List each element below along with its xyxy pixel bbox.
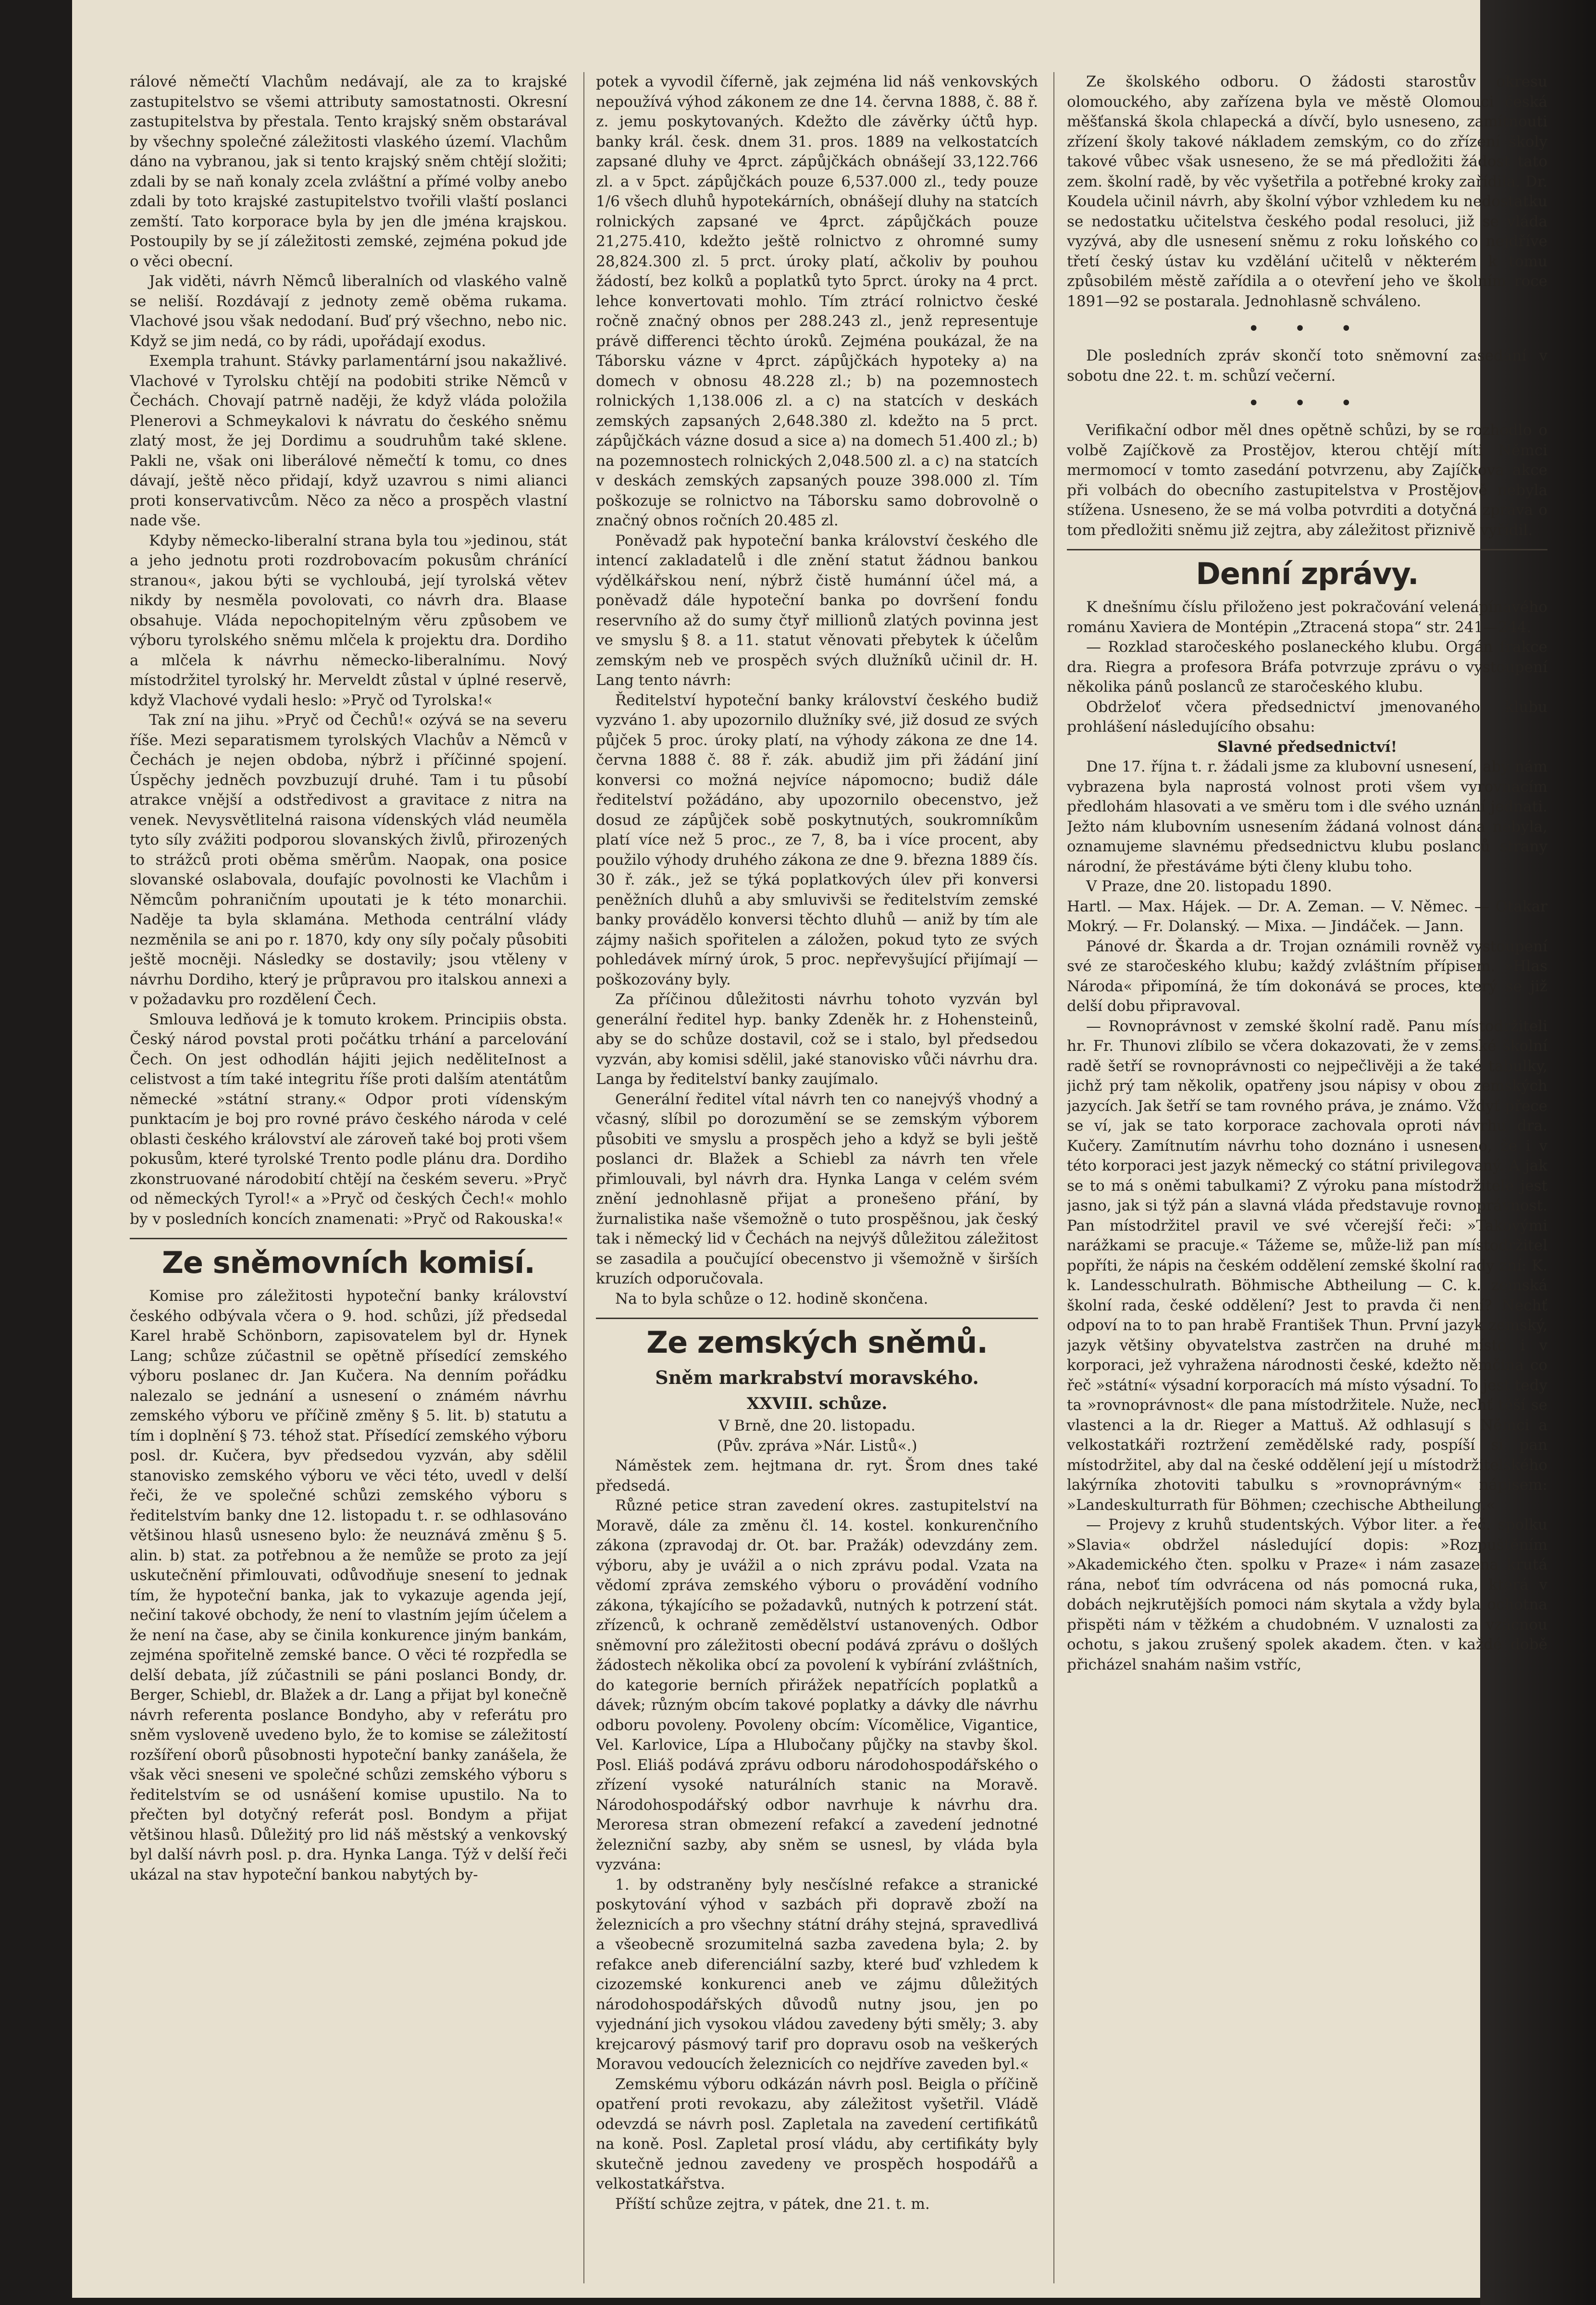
paragraph: Zemskému výboru odkázán návrh posl. Beigla o příčině opatření proti revokazu, aby záležitost vyšetřil. Vládě odevzdá se návrh posl. Zapletala na zavedení certifikátů na koně. Posl. Zapletal prosí vládu, aby certifikáty byly skutečně jednou zavedeny ve prospěch hospodářů a velkostatkářstva. [596, 2075, 1038, 2193]
paragraph: Jak viděti, návrh Němců liberalních od vlaského valně se neliší. Rozdávají z jednoty země oběma rukama. Vlachové jsou však nedodaní. Buď prý všechno, nebo nic. Když se jim nedá, co by rádi, upořádají exodus. [130, 273, 567, 350]
paragraph: Na to byla schůze o 12. hodině skončena. [615, 1290, 928, 1308]
separator-dots: • • • [1248, 392, 1367, 414]
paragraph: Různé petice stran zavedení okres. zastupitelství na Moravě, dále za změnu čl. 14. kostel. konkurenčního zákona (zpravodaj dr. Ot. bar. Pražák) odevzdány zem. výboru, aby je uvážil a o nich zprávu podal. Vzata na vědomí zpráva zemského výboru o provádění vodního zákona, týkajícího se požadavků, nutných k potrzení stát. zřízenců, k ochraně zemědělství ustanovených. Odbor sněmovní pro záležitosti obecní podává zprávu o došlých žádostech několika obcí za povolení k vybírání zvláštních, do kategorie berních přirážek nepatřících poplatků a dávek; různým obcím takové poplatky a dávky dle návrhu odboru povoleny. Povoleny obcím: Vícomělice, Vigantice, Vel. Karlovice, Lípa a Hlubočany půjčky na stavby škol. Posl. Eliáš podává zprávu odboru národohospodářského o zřízení vysoké naturálních stanic na Moravě. Národohospodářský odbor navrhuje k návrhu dra. Meroresa stran obmezení refakcí a zavedení jednotné železniční sazby, aby sněm se usnesl, by vláda byla vyzvána: [596, 1497, 1038, 1873]
paragraph: Pánové dr. Škarda a dr. Trojan oznámili rovněž vystoupení své ze staročeského klubu; každý zvláštním přípisem. »Hlas Národa« připomíná, že tím dokonává se proces, který se již delší dobu připravoval. [1067, 937, 1547, 1015]
paragraph: 1. by odstraněny byly nesčíslné refakce a stranické poskytování výhod v sazbách při dopravě zboží na železnicích a pro všechny státní dráhy stejná, spravedlivá a všeobecně srozumitelná sazba zavedena byla; 2. by refakce aneb diferenciální sazby, které buď vzhledem k cizozemské konkurenci aneb ve zájmu důležitých národohospodářských důvodů nutny jsou, jen po vyjednání jich vysokou vládou zavedeny býti směly; 3. aby krejcarový pásmový tarif pro dopravu osob na veškerých Moravou vedoucích železnicích co nejdříve zaveden byl.« [596, 1876, 1038, 2073]
section-heading: Ze zemských sněmů. [596, 1318, 1038, 1361]
dateline: V Brně, dne 20. listopadu. [718, 1417, 916, 1434]
column-middle [596, 72, 1038, 2288]
paragraph: — Projevy z kruhů studentských. Výbor liter. a řeč. spolku »Slavia« obdržel následující dopis: »Rozpuštěním »Akademického čten. spolku v Praze« i nám zasazena krutá rána, neboť tím odvrácena od nás pomocná ruka, která v dobách nejkrutějších pomoci nám skytala a vždy byla ochotna přispěti nám v těžkém a chudobném. V uznalosti za vzácnou ochotu, s jakou zrušený spolek akadem. čten. v každé době přicházel snahám našim vstříc, [1067, 1516, 1547, 1673]
subheading: Sněm markrabství moravského. [655, 1367, 979, 1388]
paragraph: Generální ředitel vítal návrh ten co nanejvýš vhodný a včasný, slíbil po dorozumění se se zemským výborem působiti ve smyslu a prospěch jeho a když se byli ještě poslanci dr. Blažek a Schiebl za návrh ten vřele přimlouvali, byl návrh dra. Hynka Langa v celém svém znění jednohlasně přijat a pronešeno přání, by žurnalistika naše všemožně o tuto prospěšnou, jak český tak i německý lid v Čechách na nejvýš důležitou záležitost se zasadila a poučující obecenstvo ji všemožně v širších kruzích odporučovala. [596, 1090, 1038, 1287]
place-date: V Praze, dne 20. listopadu 1890. [1086, 878, 1332, 895]
paragraph: Dle posledních zpráv skončí toto sněmovní zasedání v sobotu dne 22. t. m. schůzí večerní. [1067, 347, 1547, 385]
paragraph: Dne 17. října t. r. žádali jsme za klubovní usnesení, aby nám vybrazena byla naprostá volnost proti všem vyrovnacím předlohám hlasovati a ve směru tom i dle svého uznání jednati. Ježto nám klubovním usnesením žádaná volnost dána nebyla, oznamujeme slavnému předsednictvu klubu poslanců strany národní, že přestáváme býti členy klubu toho. [1067, 758, 1547, 875]
paragraph: Za příčinou důležitosti návrhu tohoto vyzván byl generální ředitel hyp. banky Zdeněk hr. z Hohensteinů, aby se do schůze dostavil, což se i stalo, byl předsedou vyzván, aby komisi sdělil, jaké stanovisko vůči návrhu dra. Langa by ředitelství banky zaujímalo. [596, 991, 1038, 1088]
paragraph: — Rozklad staročeského poslaneckého klubu. Orgán frakce dra. Riegra a profesora Bráfa potvrzuje zprávu o vystoupení několika pánů poslanců ze staročeského klubu. [1067, 638, 1547, 696]
paragraph: Příští schůze zejtra, v pátek, dne 21. t. m. [615, 2195, 930, 2213]
paragraph: Komise pro záležitosti hypoteční banky království českého odbývala včera o 9. hod. schůzi, jíž předsedal Karel hrabě Schönborn, zapisovatelem byl dr. Hynek Lang; schůze zúčastnil se opětně přísedící zemského výboru poslanec dr. Jan Kučera. Na denním pořádku nalezalo se jednání a usnesení o známém návrhu zemského výboru ve příčině změny § 5. lit. b) statutu a tím i doplnění § 73. téhož stat. Přísedící zemského výboru posl. dr. Kučera, byv předsedou vyzván, aby sdělil stanovisko zemského výboru ve věci této, uvedl v delší řeči, že ve společné schůzi zemského výboru s ředitelstvím banky dne 12. listopadu t. r. se odhlasováno většinou hlasů usneseno bylo: že neuznává změnu § 5. alin. b) stat. za potřebnou a že nemůže se proto za její uskutečnění přimlouvati, odůvodňuje snesení to jednak tím, že hypoteční banka, jak to vykazuje agenda její, nečiní takové obchody, že není to vlastním jejím účelem a že není na čase, aby se činila konkurence jiným bankám, zejména spořitelně zemské bance. O věci té rozpředla se delší debata, jíž zúčastnili se páni poslanci Bondy, dr. Berger, Schiebl, dr. Blažek a dr. Lang a přijat byl konečně návrh referenta poslance Bondyho, aby v referátu pro sněm vysloveně uvedeno bylo, že to komise se záležitostí rozšíření oborů působnosti hypoteční banky zanášela, že však věci sneseni ve společné schůzi zemského výboru s ředitelstvím se od usnášení komise upustilo. Na to přečten byl dotyčný referát posl. Bondym a přijat většinou hlasů. Důležitý pro lid náš městský a venkovský byl další návrh posl. p. dra. Hynka Langa. Týž v delší řeči ukázal na stav hypoteční bankou nabytých by- [130, 1287, 567, 1883]
paragraph: Ředitelství hypoteční banky království českého budiž vyzváno 1. aby upozornilo dlužníky své, již dosud ze svých půjček 5 proc. úroky platí, na výhody zákona ze dne 14. června 1888 č. 88 ř. zák. abudiž jim při žádání jiní konversi co možná nejvíce nápomocno; budiž dále ředitelství požádáno, aby upozornilo obecenstvo, jež dosud ze zápůjček sobě poskytnutých, soukromníkům platí více než 5 proc., ze 7, 8, ba i více procent, aby použilo výhody druhého zákona ze dne 9. března 1889 čís. 30 ř. zák., jež se týká poplatkových úlev při konversi peněžních dluhů a aby smluvivši se ředitelstvím zemské banky provádělo konversi těchto dluhů — aniž by tím ale zájmy našich spořitelen a záložen, pokud tyto ze svých pohledávek mírný úrok, 5 proc. nepřevyšující přijímají — poškozovány byly. [596, 691, 1038, 988]
paragraph: Tak zní na jihu. »Pryč od Čechů!« ozývá se na severu říše. Mezi separatismem tyrolských Vlachův a Němců v Čechách je nejen obdoba, nýbrž i příčinné spojení. Úspěchy jedněch povzbuzují druhé. Tam i tu působí atrakce vnější a odstředivost a gravitace z nitra na venek. Nevysvětlitelná raisona vídenských vlád neuměla tyto síly zvážiti podporou slovanských živlů, přirozených to strážců proti oběma směrům. Naopak, ona posice slovanské oslabovala, doufajíc povolnosti ke Vlachům i Němcům pohraničním upoutati je k této monarchii. Naděje ta byla sklamána. Methoda centrální vlády nezměnila se ani po r. 1870, kdy ony síly počaly působiti ještě mocněji. Následky se dostavily; jsou vtěleny v návrhu Dordiho, který je průpravou pro italskou annexi a v požadavku pro rozdělení Čech. [130, 711, 567, 1008]
paragraph: Náměstek zem. hejtmana dr. ryt. Šrom dnes také předsedá. [596, 1457, 1038, 1495]
paragraph: K dnešnímu číslu přiloženo jest pokračování velenápínavého románu Xaviera de Montépin „Ztracená stopa“ str. 241—244. [1067, 598, 1547, 636]
paragraph: rálové němečtí Vlachům nedávají, ale za to krajské zastupitelstvo se všemi attributy samostatnosti. Okresní zastupitelstva by přestala. Tento krajský sněm obstarával by všechny společné záležitosti vlaského území. Vlachům dáno na vybranou, jak si tento krajský sněm chtějí složiti; zdali by se naň konaly zcela zvláštní a přímé volby anebo zdali by toto krajské zastupitelstvo tvořili vlaští poslanci zemští. Tato korporace byla by jen dle jména krajskou. Postoupily by se jí záležitosti zemské, zejména pokud jde o věci obecní. [130, 73, 567, 270]
separator-dots: • • • [1248, 318, 1367, 340]
column-right [1067, 72, 1547, 2288]
paragraph: potek a vyvodil číferně, jak zejména lid náš venkovských nepoužívá výhod zákonem ze dne 14. června 1888, č. 88 ř. z. jemu poskytovaných. Kdežto dle závěrky účtů hyp. banky král. česk. dnem 31. pros. 1889 na velkostatcích zapsané dluhy ve 4prct. zápůjčkách obnášejí 33,122.766 zl. a v 5pct. zápůjčkách pouze 6,537.000 zl., tedy pouze 1/6 všech dluhů hypotekárních, obnášejí dluhy na statcích rolnických zapsané ve 4prct. zápůjčkách pouze 21,275.410, kdežto ještě rolnictvo z ohromné sumy 28,824.300 zl. 5 prct. úroky platí, ačkoliv by pouhou žádostí, bez kolků a poplatků tyto 5prct. úroky na 4 prct. lehce konvertovati mohlo. Tím ztrácí rolnictvo české ročně značný obnos per 288.243 zl., jenž representuje právě differenci těchto úroků. Zejména poukázal, že na Táborsku vázne v 4prct. zápůjčkách hypoteky a) na domech v obnosu 48.228 zl.; b) na pozemnostech rolnických 1,138.006 zl. a c) na statcích v deskách zemských zapsaných 2,648.380 zl. kdežto na 5 prct. zápůjčkách vázne dosud a sice a) na domech 51.400 zl.; b) na pozemnostech rolnických 2,048.500 zl. a c) na statcích v deskách zemských zapsaných pouze 398.000 zl. Tím poškozuje se rolnictvo na Táborsku samo dobrovolně o značný obnos ročních 20.485 zl. [596, 73, 1038, 529]
paragraph: Kdyby německo-liberalní strana byla tou »jedinou, stát a jeho jednotu proti rozdrobovacím pokusům chránící stranou«, jakou býti se vychloubá, její tyrolská větev nikdy by nesměla povolovati, co návrh dra. Blaase obsahuje. Vláda nepochopitelným věru způsobem ve výboru tyrolského sněmu mlčela k projektu dra. Dordiho a mlčela k návrhu německo-liberalnímu. Nový místodržitel tyrolský hr. Merveldt zůstal v úplné reservě, když Vlachové vydali heslo: »Pryč od Tyrolska!« [130, 532, 567, 709]
paragraph: Ze školského odboru. O žádosti starostův okresu olomouckého, aby zařízena byla ve městě Olomouci česká měšťanská škola chlapecká a dívčí, bylo usneseno, zamítnouti zřízení školy takové nákladem zemským, co do zřízení školy takové vůbec však usneseno, že se má předložiti žádost tato zem. školní radě, by věc vyšetřila a potřebné kroky zařídila. Dr. Koudela učinil návrh, aby školní výbor vzhledem ku nedostatku se nedostatku učitelstva českého podal resoluci, již se vláda vyzývá, aby dle usnesení sněmu z roku loňského co nejdříve třetí český ústav ku vzdělání učitelů v některém k tomu způsobilém městě zařídila a o otevření jeho ve školním roce 1891—92 se postarala. Jednohlasně schváleno. [1067, 73, 1547, 310]
column-left [130, 72, 567, 2288]
column-rule [583, 72, 584, 2283]
source-note: (Pův. zpráva »Nár. Listů«.) [717, 1437, 917, 1455]
signatures: Hartl. — Max. Hájek. — Dr. A. Zeman. — V. Němec. — Otakar Mokrý. — Fr. Dolanský. — Mixa. — Jindáček. — Jann. [1067, 897, 1547, 935]
column-rule [1053, 72, 1054, 2283]
session-number: XXVIII. schůze. [746, 1394, 888, 1413]
paragraph: — Rovnoprávnost v zemské školní radě. Panu místodržiteli hr. Fr. Thunovi zlíbilo se včera dokazovati, že v zemské školní radě šetří se rovnoprávnosti co nejpečlivěji a že také tabulky, jichž prý tam několik, opatřeny jsou nápisy v obou zemských jazycích. Jak šetří se tam rovného práva, je známo. Vždyť přece se ví, jak se tato korporace zachovala oproti návrhu dra. Kučery. Zamítnutím návrhu toho doznáno i usneseno, že i v této korporaci jest jazyk německý co státní privilegovaný. A jak se to má s oněmi tabulkami? Z výroku pana místodržitele jest jasno, jak si týž pán a slavná vláda představuje rovnoprávnost. Pan místodržitel pravil ve své včerejší řeči: »Takovými narážkami se pracuje.« Tážeme se, může-liž pan místodržitel popříti, že nápis na českém oddělení zemské školní rady zní: K. k. Landesschulrath. Böhmische Abtheilung — C. k. zemská školní rada, české oddělení? Jest to pravda či není? Nechť odpoví na to to pan hrabě František Thun. První jazyk zemský, jazyk většiny obyvatelstva zastrčen na druhé místo i v korporaci, jež vyhražena národnosti české, kdežto němčina co řeč »státní« výsadní korporacích má místo výsadní. To jest tedy ta »rovnoprávnost« dle pana místodržitele. Nuže, nechť těší se vlastenci a la dr. Rieger a Mattuš. Až odhlasují s Němci a velkostatkáři roztržení zemědělské rady, pospíší si pan místodržitel, aby dal na české oddělení její u místodržitelského lakýrníka zhotoviti tabulku s »rovnoprávným« nápisem: »Landeskulturrath für Böhmen; czechische Abtheilung.« [1067, 1017, 1547, 1514]
paragraph: Exempla trahunt. Stávky parlamentární jsou nakažlivé. Vlachové v Tyrolsku chtějí na podobiti strike Němců v Čechách. Chovají patrně naději, že když vláda položila Plenerovi a Schmeykalovi k návratu do českého sněmu zlatý most, že jej Dordimu a soudruhům také sklene. Pakli ne, však oni liberálové němečtí k tomu, co dnes dávají, ještě něco přidají, když uzavrou s nimi alianci proti konservativcům. Něco za něco a prospěch vlastní nade vše. [130, 352, 567, 529]
section-heading: Denní zprávy. [1067, 549, 1547, 593]
paragraph: Smlouva ledňová je k tomuto krokem. Principiis obsta. Český národ povstal proti počátku trhání a parcelování Čech. On jest odhodlán hájiti jejich neděliteInost a celistvost a tím také integritu říše proti dalším atentátům německé »státní strany.« Odpor proti vídenským punktacím je boj pro rovné právo českého národa v celé oblasti českého království ale zároveň také boj proti všem pokusům, které tyrolské Trento podle plánu dra. Dordiho zkonstruované národobití chtějí na českém severu. »Pryč od německých Tyrol!« a »Pryč od českých Čech!« mohlo by v posledních koncích znamenati: »Pryč od Rakouska!« [130, 1010, 567, 1228]
paragraph: Poněvadž pak hypoteční banka království českého dle intencí zakladatelů i dle znění statut žádnou bankou výdělkářskou není, nýbrž čistě humánní účel má, a poněvadž dále hypoteční banka po dovršení fondu reservního až do sumy čtyř millionů zlatých povinna jest ve smyslu § 8. a 11. statut věnovati přebytek k účelům zemským neb ve prospěch svých dlužníků učinil dr. H. Lang tento návrh: [596, 532, 1038, 689]
section-heading: Ze sněmovních komisí. [130, 1238, 567, 1282]
paragraph: Obdrželoť včera předsednictví jmenovaného klubu prohlášení následujícího obsahu: [1067, 698, 1547, 735]
salutation: Slavné předsednictví! [1217, 738, 1398, 756]
paragraph: Verifikační odbor měl dnes opětně schůzi, by se rozhodlo o volbě Zajíčkově za Prostějov, kterou chtějí míti Němci mermomocí v tomto zasedání potvrzenu, aby Zajíčkova akce při volbách do obecního zastupitelstva v Prostějově nebyla stížena. Usneseno, že se má volba potvrditi a dotyčná zpráva o tom předložiti sněmu již zejtra, aby záležitost přiznivě vyřídil. [1067, 422, 1547, 539]
